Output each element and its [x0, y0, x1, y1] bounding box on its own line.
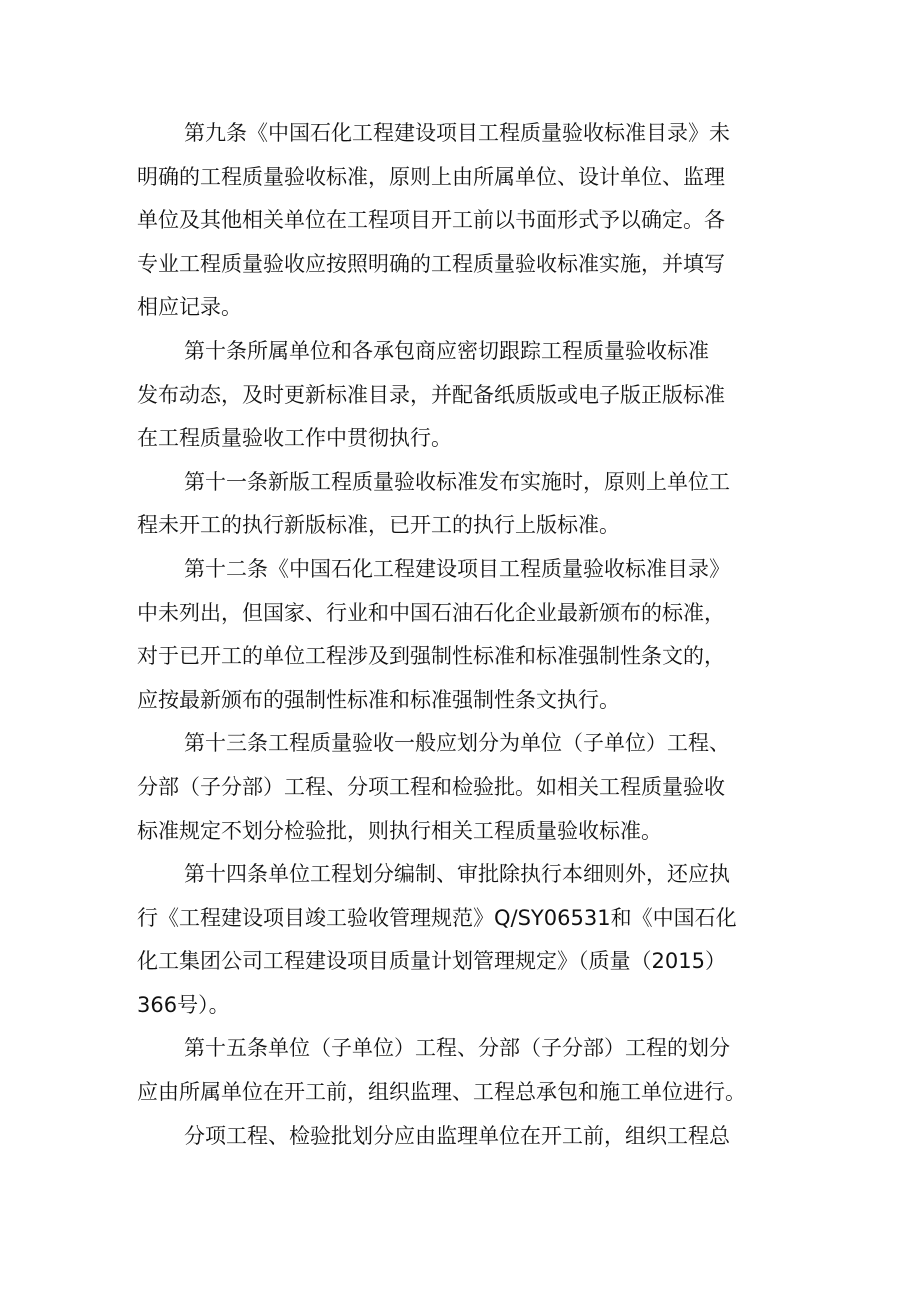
paragraph-article-10: [137, 330, 787, 461]
text-line: 第十四条单位工程划分编制、审批除执行本细则外，还应执: [184, 862, 730, 887]
text-line: 专业工程质量验收应按照明确的工程质量验收标准实施，并填写: [137, 251, 725, 276]
paragraph-article-9: [137, 112, 787, 330]
text-line: 分部（子分部）工程、分项工程和检验批。如相关工程质量验收: [137, 774, 725, 799]
document-body: [137, 112, 787, 1158]
text-line: 第十一条新版工程质量验收标准发布实施时，原则上单位工: [184, 469, 730, 494]
text-line: 相应记录。: [137, 295, 242, 320]
paragraph-article-11: [137, 461, 787, 548]
text-line: 行《工程建设项目竣工验收管理规范》Q/SY06531和《中国石化: [137, 905, 737, 930]
paragraph-article-15: [137, 1027, 787, 1114]
paragraph-article-12: [137, 548, 787, 722]
text-line: 化工集团公司工程建设项目质量计划管理规定》（质量（2015）: [137, 949, 726, 974]
text-line: 366号）。: [137, 992, 230, 1017]
text-line: 第十二条《中国石化工程建设项目工程质量验收标准目录》: [184, 556, 730, 581]
text-line: 中未列出，但国家、行业和中国石油石化企业最新颁布的标准，: [137, 600, 725, 625]
paragraph-article-13: [137, 722, 787, 853]
text-line: 应由所属单位在开工前，组织监理、工程总承包和施工单位进行。: [137, 1080, 746, 1105]
text-line: 第九条《中国石化工程建设项目工程质量验收标准目录》未: [184, 121, 730, 145]
text-line: 程未开工的执行新版标准，已开工的执行上版标准。: [137, 513, 620, 538]
text-line: 第十五条单位（子单位）工程、分部（子分部）工程的划分: [184, 1036, 730, 1061]
text-line: 第十三条工程质量验收一般应划分为单位（子单位）工程、: [184, 731, 730, 756]
text-line: 分项工程、检验批划分应由监理单位在开工前，组织工程总: [184, 1123, 730, 1148]
text-line: 明确的工程质量验收标准，原则上由所属单位、设计单位、监理: [137, 164, 725, 189]
text-line: 对于已开工的单位工程涉及到强制性标准和标准强制性条文的，: [137, 644, 725, 669]
text-line: 标准规定不划分检验批，则执行相关工程质量验收标准。: [137, 818, 662, 843]
text-line: 单位及其他相关单位在工程项目开工前以书面形式予以确定。各: [137, 208, 725, 233]
text-line: 在工程质量验收工作中贯彻执行。: [137, 426, 452, 451]
text-line: 发布动态，及时更新标准目录，并配备纸质版或电子版正版标准: [137, 382, 725, 407]
paragraph-article-14: [137, 853, 787, 1027]
text-line: 第十条所属单位和各承包商应密切跟踪工程质量验收标准: [184, 338, 709, 363]
text-line: 应按最新颁布的强制性标准和标准强制性条文执行。: [137, 687, 620, 712]
paragraph-article-15-cont: [137, 1115, 787, 1159]
